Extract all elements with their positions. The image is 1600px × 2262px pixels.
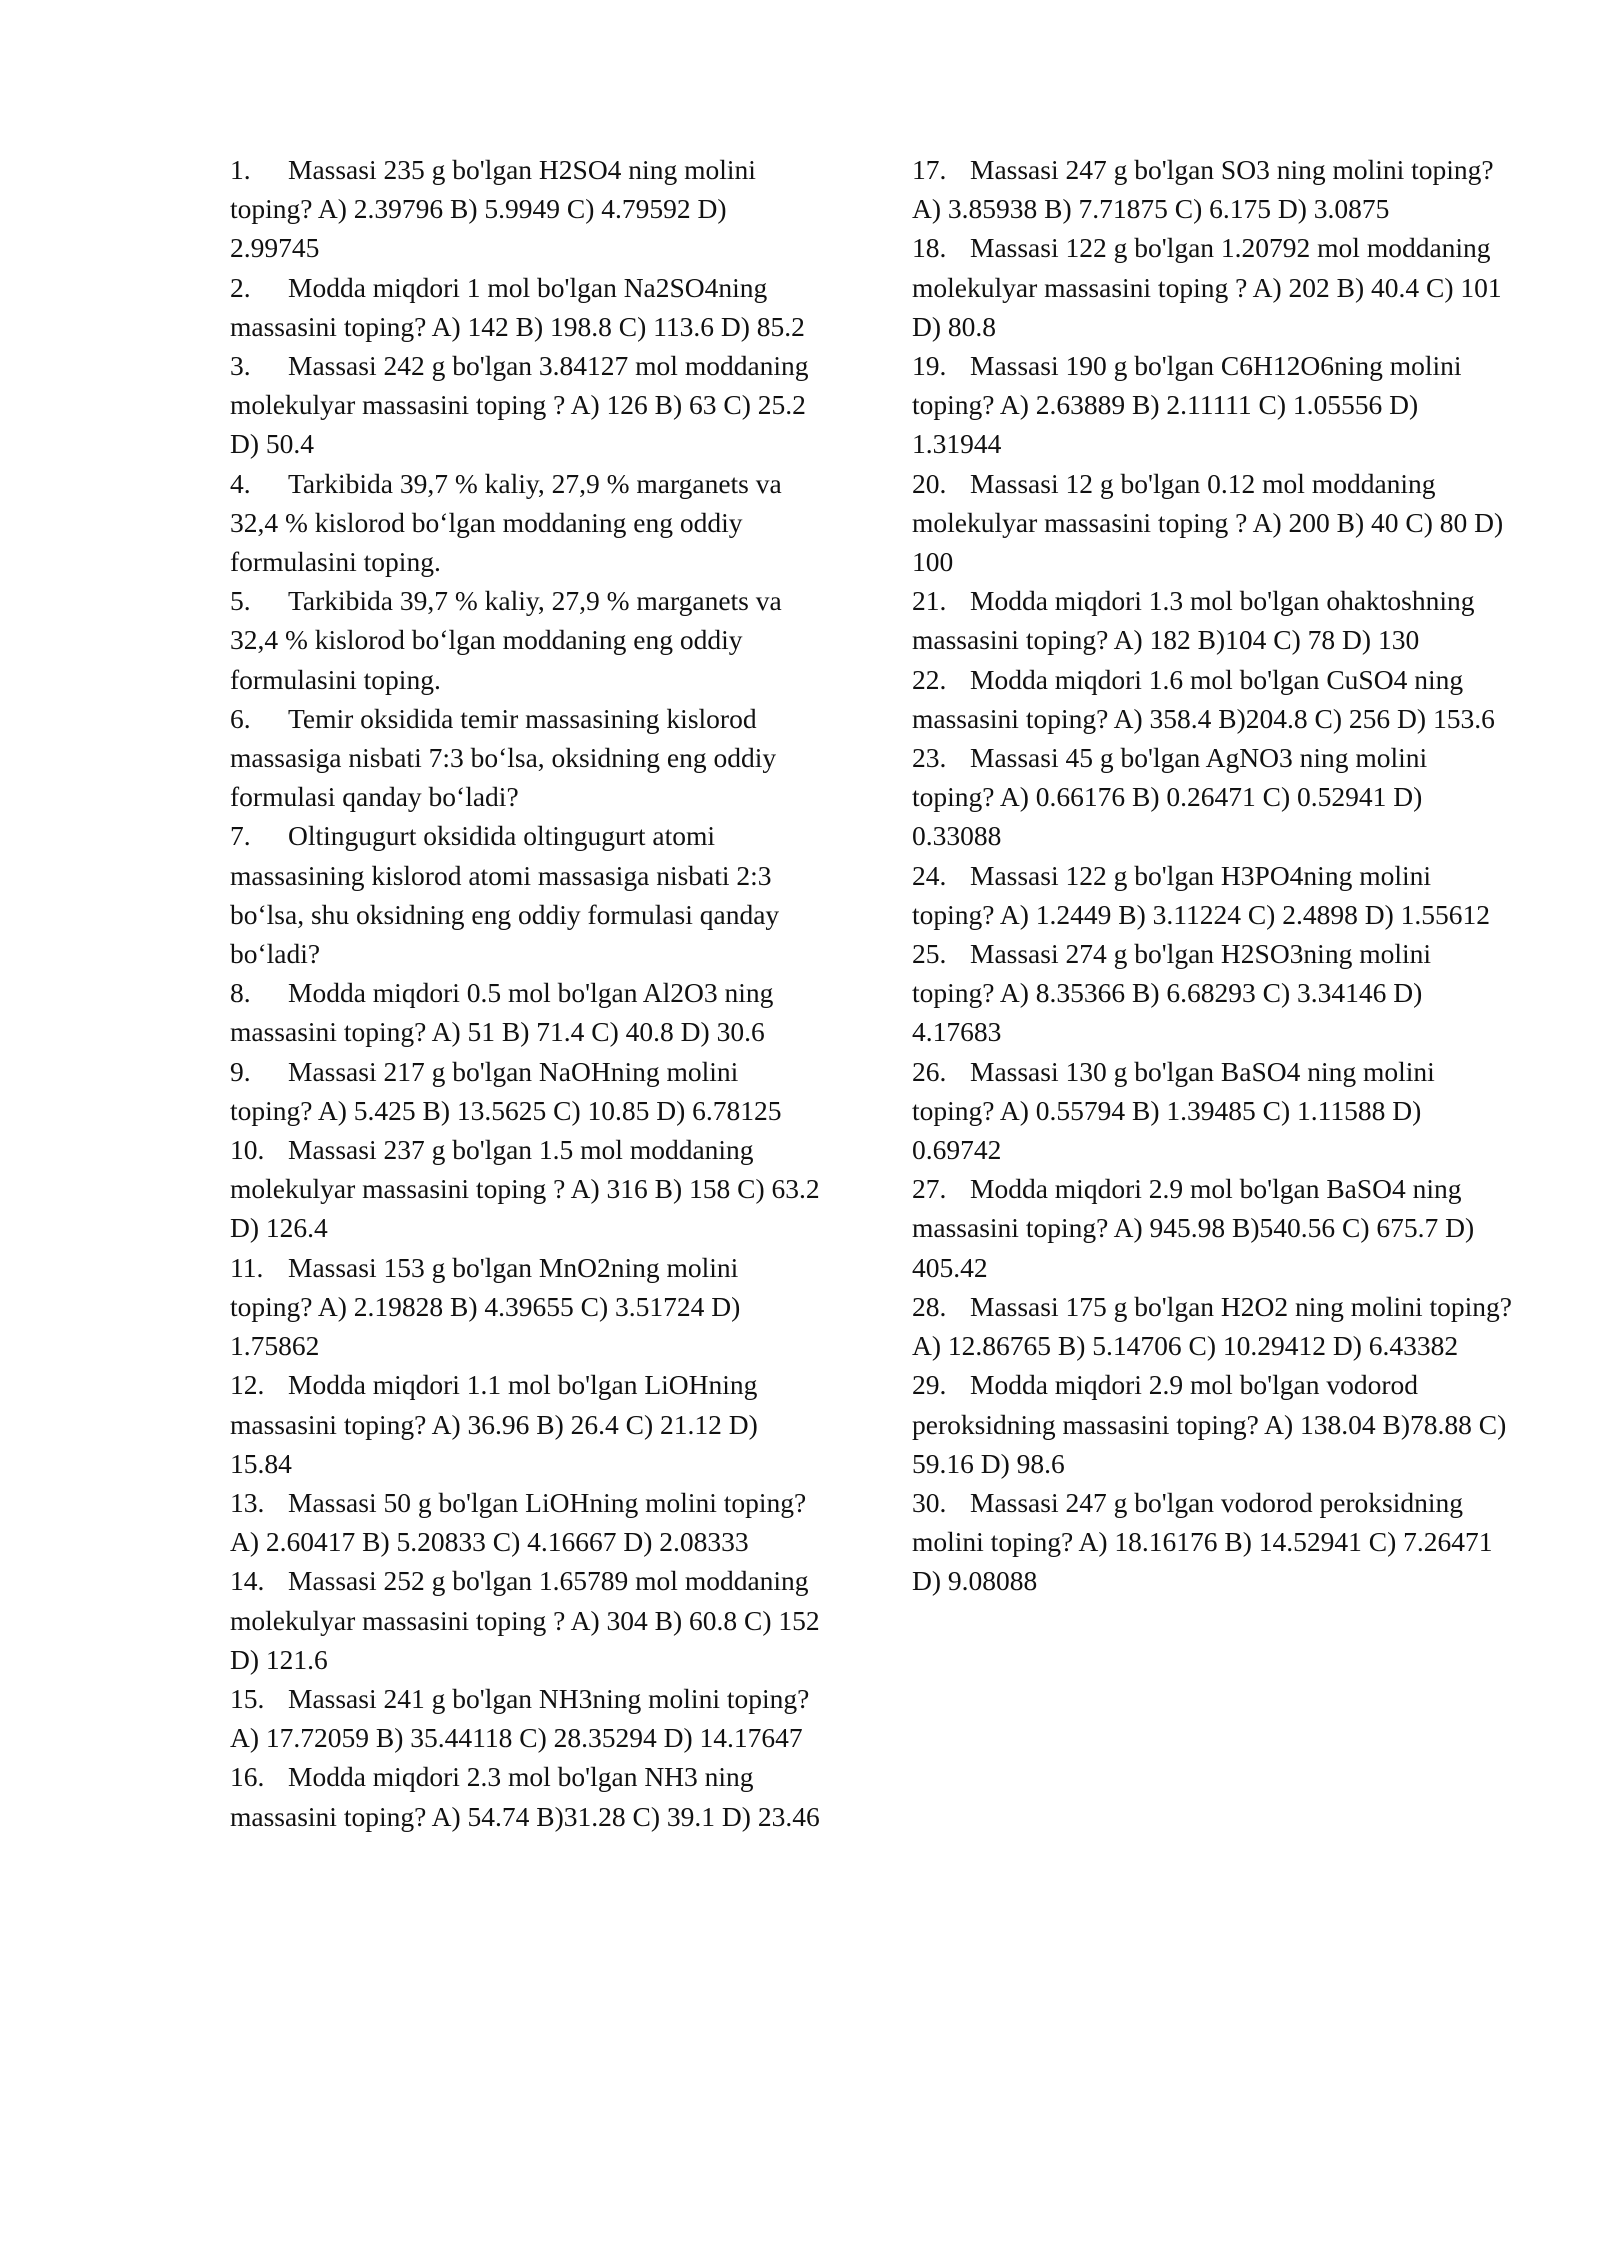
question-number: 6. (230, 702, 251, 734)
question-text: Modda miqdori 2.9 mol bo'lgan vodorod peroksidning massasini toping? A) 138.04 B)78.88 C) 59.16 D) 98.6 (912, 1369, 1507, 1479)
question-number: 15. (230, 1682, 265, 1714)
question-item (912, 1365, 1512, 1483)
question-item (912, 1483, 1512, 1601)
right-column (912, 150, 1512, 1601)
question-number: 9. (230, 1055, 251, 1087)
question-text: Massasi 242 g bo'lgan 3.84127 mol moddaning molekulyar massasini toping ? A) 126 B) 63 C) 25.2 D) 50.4 (230, 350, 809, 460)
question-text: Modda miqdori 1.3 mol bo'lgan ohaktoshning massasini toping? A) 182 B)104 C) 78 D) 130 (912, 585, 1475, 656)
question-text: Tarkibida 39,7 % kaliy, 27,9 % marganets va 32,4 % kislorod bo‘lgan moddaning eng oddiy formulasini toping. (230, 585, 782, 695)
question-number: 4. (230, 467, 251, 499)
question-number: 21. (912, 585, 947, 617)
question-text: Massasi 237 g bo'lgan 1.5 mol moddaning molekulyar massasini toping ? A) 316 B) 158 C) 63.2 D) 126.4 (230, 1134, 820, 1244)
question-number: 22. (912, 663, 947, 695)
question-number: 17. (912, 154, 947, 185)
question-text: Temir oksidida temir massasining kislorod massasiga nisbati 7:3 bo‘lsa, oksidning eng oddiy formulasi qanday bo‘ladi? (230, 702, 777, 813)
question-number: 10. (230, 1134, 265, 1166)
question-item (912, 1169, 1512, 1287)
question-number: 5. (230, 585, 251, 617)
question-item (230, 973, 822, 1051)
question-number: 1. (230, 154, 251, 185)
question-item (912, 1287, 1512, 1365)
question-text: Massasi 274 g bo'lgan H2SO3ning molini toping? A) 8.35366 B) 6.68293 C) 3.34146 D) 4.17683 (912, 938, 1432, 1048)
question-item (230, 1561, 822, 1679)
question-number: 12. (230, 1369, 265, 1401)
question-text: Massasi 153 g bo'lgan MnO2ning molini toping? A) 2.19828 B) 4.39655 C) 3.51724 D) 1.75862 (230, 1251, 741, 1362)
question-number: 7. (230, 820, 251, 852)
question-number: 19. (912, 350, 947, 382)
question-item (230, 816, 822, 973)
question-item (230, 346, 822, 464)
question-text: Massasi 12 g bo'lgan 0.12 mol moddaning molekulyar massasini toping ? A) 200 B) 40 C) 80 D) 100 (912, 467, 1504, 578)
question-text: Massasi 252 g bo'lgan 1.65789 mol moddaning molekulyar massasini toping ? A) 304 B) 60.8 C) 152 D) 121.6 (230, 1565, 820, 1675)
question-item (230, 1365, 822, 1483)
question-text: Tarkibida 39,7 % kaliy, 27,9 % marganets va 32,4 % kislorod bo‘lgan moddaning eng oddiy formulasini toping. (230, 467, 782, 578)
question-text: Massasi 45 g bo'lgan AgNO3 ning molini toping? A) 0.66176 B) 0.26471 C) 0.52941 D) 0.33088 (912, 742, 1428, 852)
question-item (912, 150, 1512, 228)
question-text: Massasi 235 g bo'lgan H2SO4 ning molini toping? A) 2.39796 B) 5.9949 C) 4.79592 D) 2.99745 (230, 154, 756, 264)
question-text: Modda miqdori 0.5 mol bo'lgan Al2O3 ning massasini toping? A) 51 B) 71.4 C) 40.8 D) 30.6 (230, 977, 774, 1048)
question-item (912, 228, 1512, 346)
question-text: Oltingugurt oksidida oltingugurt atomi massasining kislorod atomi massasiga nisbati 2:3 bo‘lsa, shu oksidning eng oddiy formulasi qanday bo‘ladi? (230, 820, 780, 970)
question-text: Massasi 50 g bo'lgan LiOHning molini toping? A) 2.60417 B) 5.20833 C) 4.16667 D) 2.08333 (230, 1486, 807, 1558)
question-number: 27. (912, 1173, 947, 1205)
question-text: Modda miqdori 2.3 mol bo'lgan NH3 ning massasini toping? A) 54.74 B)31.28 C) 39.1 D) 23.46 (230, 1761, 820, 1832)
question-item (912, 464, 1512, 582)
question-number: 3. (230, 350, 251, 382)
question-text: Massasi 175 g bo'lgan H2O2 ning molini toping? A) 12.86765 B) 5.14706 C) 10.29412 D) 6.43382 (912, 1290, 1512, 1362)
question-text: Massasi 130 g bo'lgan BaSO4 ning molini toping? A) 0.55794 B) 1.39485 C) 1.11588 D) 0.69742 (912, 1055, 1435, 1166)
question-text: Modda miqdori 1 mol bo'lgan Na2SO4ning massasini toping? A) 142 B) 198.8 C) 113.6 D) 85.2 (230, 271, 805, 342)
question-text: Massasi 247 g bo'lgan SO3 ning molini toping? A) 3.85938 B) 7.71875 C) 6.175 D) 3.0875 (912, 154, 1494, 225)
question-item (912, 738, 1512, 856)
question-item (230, 268, 822, 346)
question-number: 24. (912, 859, 947, 891)
question-text: Massasi 122 g bo'lgan 1.20792 mol moddaning molekulyar massasini toping ? A) 202 B) 40.4 C) 101 D) 80.8 (912, 232, 1502, 342)
question-number: 14. (230, 1565, 265, 1597)
question-text: Massasi 190 g bo'lgan C6H12O6ning molini toping? A) 2.63889 B) 2.11111 C) 1.05556 D) 1.31944 (912, 350, 1462, 460)
question-item (912, 856, 1512, 934)
question-item (230, 464, 822, 582)
question-number: 28. (912, 1290, 947, 1322)
question-item (230, 1130, 822, 1248)
question-text: Massasi 122 g bo'lgan H3PO4ning molini toping? A) 1.2449 B) 3.11224 C) 2.4898 D) 1.55612 (912, 859, 1490, 930)
question-text: Massasi 247 g bo'lgan vodorod peroksidning molini toping? A) 18.16176 B) 14.52941 C) 7.26471 D) 9.08088 (912, 1486, 1493, 1597)
question-number: 13. (230, 1486, 265, 1518)
question-number: 8. (230, 977, 251, 1009)
question-item (230, 1052, 822, 1130)
question-item (912, 660, 1512, 738)
question-item (230, 1679, 822, 1757)
question-text: Massasi 241 g bo'lgan NH3ning molini toping? A) 17.72059 B) 35.44118 C) 28.35294 D) 14.17647 (230, 1682, 810, 1754)
question-item (912, 346, 1512, 464)
question-number: 29. (912, 1369, 947, 1401)
left-column (230, 150, 822, 1836)
question-item (230, 1483, 822, 1561)
question-item (230, 150, 822, 268)
question-number: 30. (912, 1486, 947, 1518)
question-text: Massasi 217 g bo'lgan NaOHning molini toping? A) 5.425 B) 13.5625 C) 10.85 D) 6.78125 (230, 1055, 782, 1126)
question-item (912, 1052, 1512, 1170)
question-number: 16. (230, 1761, 265, 1793)
question-text: Modda miqdori 1.1 mol bo'lgan LiOHning massasini toping? A) 36.96 B) 26.4 C) 21.12 D) 15.84 (230, 1369, 758, 1479)
question-number: 2. (230, 271, 251, 303)
question-number: 25. (912, 938, 947, 970)
question-number: 20. (912, 467, 947, 499)
question-text: Modda miqdori 1.6 mol bo'lgan CuSO4 ning massasini toping? A) 358.4 B)204.8 C) 256 D) 153.6 (912, 663, 1495, 734)
question-number: 26. (912, 1055, 947, 1087)
question-number: 18. (912, 232, 947, 264)
question-item (230, 1757, 822, 1835)
question-number: 23. (912, 742, 947, 774)
question-text: Modda miqdori 2.9 mol bo'lgan BaSO4 ning massasini toping? A) 945.98 B)540.56 C) 675.7 D) 405.42 (912, 1173, 1475, 1283)
question-item (230, 699, 822, 817)
question-item (912, 934, 1512, 1052)
question-item (230, 1248, 822, 1366)
question-number: 11. (230, 1251, 264, 1283)
question-item (230, 581, 822, 699)
question-item (912, 581, 1512, 659)
